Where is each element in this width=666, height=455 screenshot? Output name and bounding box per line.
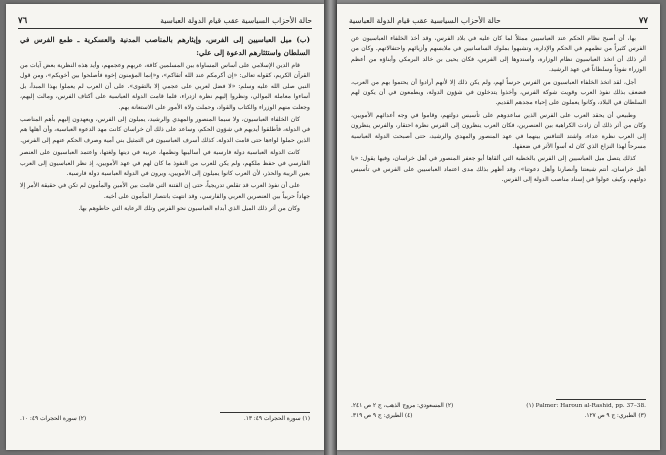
section-heading: (ب) ميل العباسيين إلى الفرس، وإيثارهم بالمناصب المدنية والعسكرية ـ طمع الفرس في السلطان واستئثارهم الدعوة إلى علي:: [20, 35, 310, 57]
paragraph: بها، أن أصبح نظام الحكم عند العباسيين ممثلاً لما كان عليه في بلاد الفرس، وقد أخذ الخلفاء العباسيون عن الفرس كثيراً من نظمهم في الحكم والإدارة، وتشبهوا بملوك الساسانيين في ملابسهم وأزيائهم واحتفالاتهم. وكان من أثر ذلك أن اتخذ العباسيون نظام الوزارة، وأسندوها إلى الفرس، فكان يحيى بن خالد البرمكي وأبناؤه من أعظم الوزراء نفوذاً وسلطاناً في عهد الرشيد.: [351, 35, 646, 74]
running-title: حالة الأحزاب السياسية عقب قيام الدولة العباسية: [160, 16, 312, 25]
paragraph: كانت الدولة العباسية دولة فارسية في أساليبها ونظمها، عربية في دينها ولغتها، واعتمد العباسيون على العنصر الفارسي في حفظ ملكهم، ولم يكن للعرب من النفوذ ما كان لهم في عهد الأمويين، إذ نظر العباسيون إلى العرب بعين الريبة والحذر، لأن العرب كانوا يميلون إلى الأمويين، ويرون في الدولة العباسية دولة فارسية.: [20, 149, 310, 178]
running-title: حالة الأحزاب السياسية عقب قيام الدولة العباسية: [349, 16, 501, 25]
footnote: (١) Palmer: Haroun al-Rashid, pp. 37–38.: [526, 403, 646, 409]
page-body: [351, 34, 646, 188]
paragraph: كان الخلفاء العباسيون، ولا سيما المنصور والمهدي والرشيد، يميلون إلى الفرس، ويعهدون إليهم بأهم المناصب في الدولة، فأطلقوا أيديهم في شؤون الحكم، وساعد على ذلك أن خراسان كانت مهد الدعوة العباسية، وأن أهلها هم الذين حملوا لواءها حتى قامت الدولة. كذلك أسرف العباسيون في التمثيل بني أمية وصرف الحكم عنهم إلى الفرس.: [20, 116, 310, 144]
footnote-separator: [556, 399, 646, 400]
footnote: (٢) المسعودي: مروج الذهب، ج ٢ ص ٢٤١.: [351, 403, 454, 409]
footnote: (٢) سورة الحجرات ٤٩: ١٠.: [20, 416, 87, 422]
footnote: (٣) الطبري: ج ٩ ص ١٢٧.: [584, 412, 646, 419]
paragraph: وطبيعي أن يحقد العرب على الفرس الذين ساعدوهم على تأسيس دولتهم، وقاموا في وجه أعدائهم الأمويين، وكان من أثر ذلك أن زادت الكراهية بين العنصرين، فكان العرب ينظرون إلى الفرس نظرة احتقار، والفرس ينظرون إلى العرب نظرة عداء، واشتد التنافس بينهما في عهد المنصور والمهدي والرشيد، حتى أصبحت الدولة العباسية مسرحاً لهذا النزاع الذي كان له أسوأ الأثر في ضعفها.: [351, 111, 646, 151]
paragraph: أجل، لقد اتخذ الخلفاء العباسيون من الفرس حرساً لهم، ولم يكن ذلك إلا لأنهم أرادوا أن يحتموا بهم من العرب، فضعف بذلك نفوذ العرب وقويت شوكة الفرس، وأخذوا يتدخلون في شؤون الدولة، ويطمعون في أن يكون لهم السلطان في البلاد، وكانوا يعملون على إحياء مجدهم القديم.: [351, 78, 646, 107]
paragraph: قام الدين الإسلامي على أساس المساواة بين المسلمين كافة، عربهم وعجمهم، وأيد هذه النظرية بعض آيات من القرآن الكريم، كقوله تعالى: «إن أكرمكم عند الله أتقاكم»، و«إنما المؤمنون إخوة فأصلحوا بين أخويكم»، ومن قول النبي صلى الله عليه وسلم: «لا فضل لعربي على عجمي إلا بالتقوى». على أن العرب لم يعملوا بهذا المبدأ، بل أساءوا معاملة الموالي، ونظروا إليهم نظرة ازدراء، فلما قامت الدولة العباسية على أكتاف الفرس، ومالت إليهم، وجعلت منهم الوزراء والكتاب والقواد، وحملت ولاة الأمور على الاستعانة بهم.: [20, 62, 310, 111]
book-gutter: [324, 0, 337, 455]
page-header: [349, 14, 648, 29]
footnote: (١) سورة الحجرات ٤٩: ١٣.: [243, 416, 310, 422]
footnote: (٤) الطبري: ج ٩ ص ٣١٩.: [351, 412, 413, 419]
footnotes: [351, 402, 646, 421]
footnote-separator: [220, 412, 310, 413]
paragraph: وكان من أثر ذلك الميل الذي أبداه العباسيون نحو الفرس وتلك الرعاية التي حاطوهم بها.: [78, 205, 300, 213]
page-number: ٧٦: [18, 16, 28, 26]
page-header: [18, 14, 312, 29]
paragraph: كذلك يتصل ميل العباسيين إلى الفرس بالخطبة التي ألقاها أبو جعفر المنصور في أهل خراسان، وفيها يقول: «يا أهل خراسان، أنتم شيعتنا وأنصارنا وأهل دعوتنا»، وقد أظهر بذلك مدى اعتماد العباسيين على الفرس في تأسيس دولتهم، وكيف عولوا في إسناد مناصب الدولة إلى الفرس.: [351, 155, 646, 184]
page-body: [20, 34, 310, 217]
left-page: [6, 4, 324, 450]
paragraph: على أن نفوذ العرب قد تقلص تدريجياً، حتى إن الفتنة التي قامت بين الأمين والمأمون لم تكن في حقيقة الأمر إلا جهاداً حربياً بين العنصرين العربي والفارسي، وقد انتهت بانتصار المأمون على أخيه.: [20, 182, 310, 200]
page-number: ٧٧: [638, 16, 648, 26]
footnotes: [20, 415, 310, 425]
right-page: [337, 4, 660, 450]
